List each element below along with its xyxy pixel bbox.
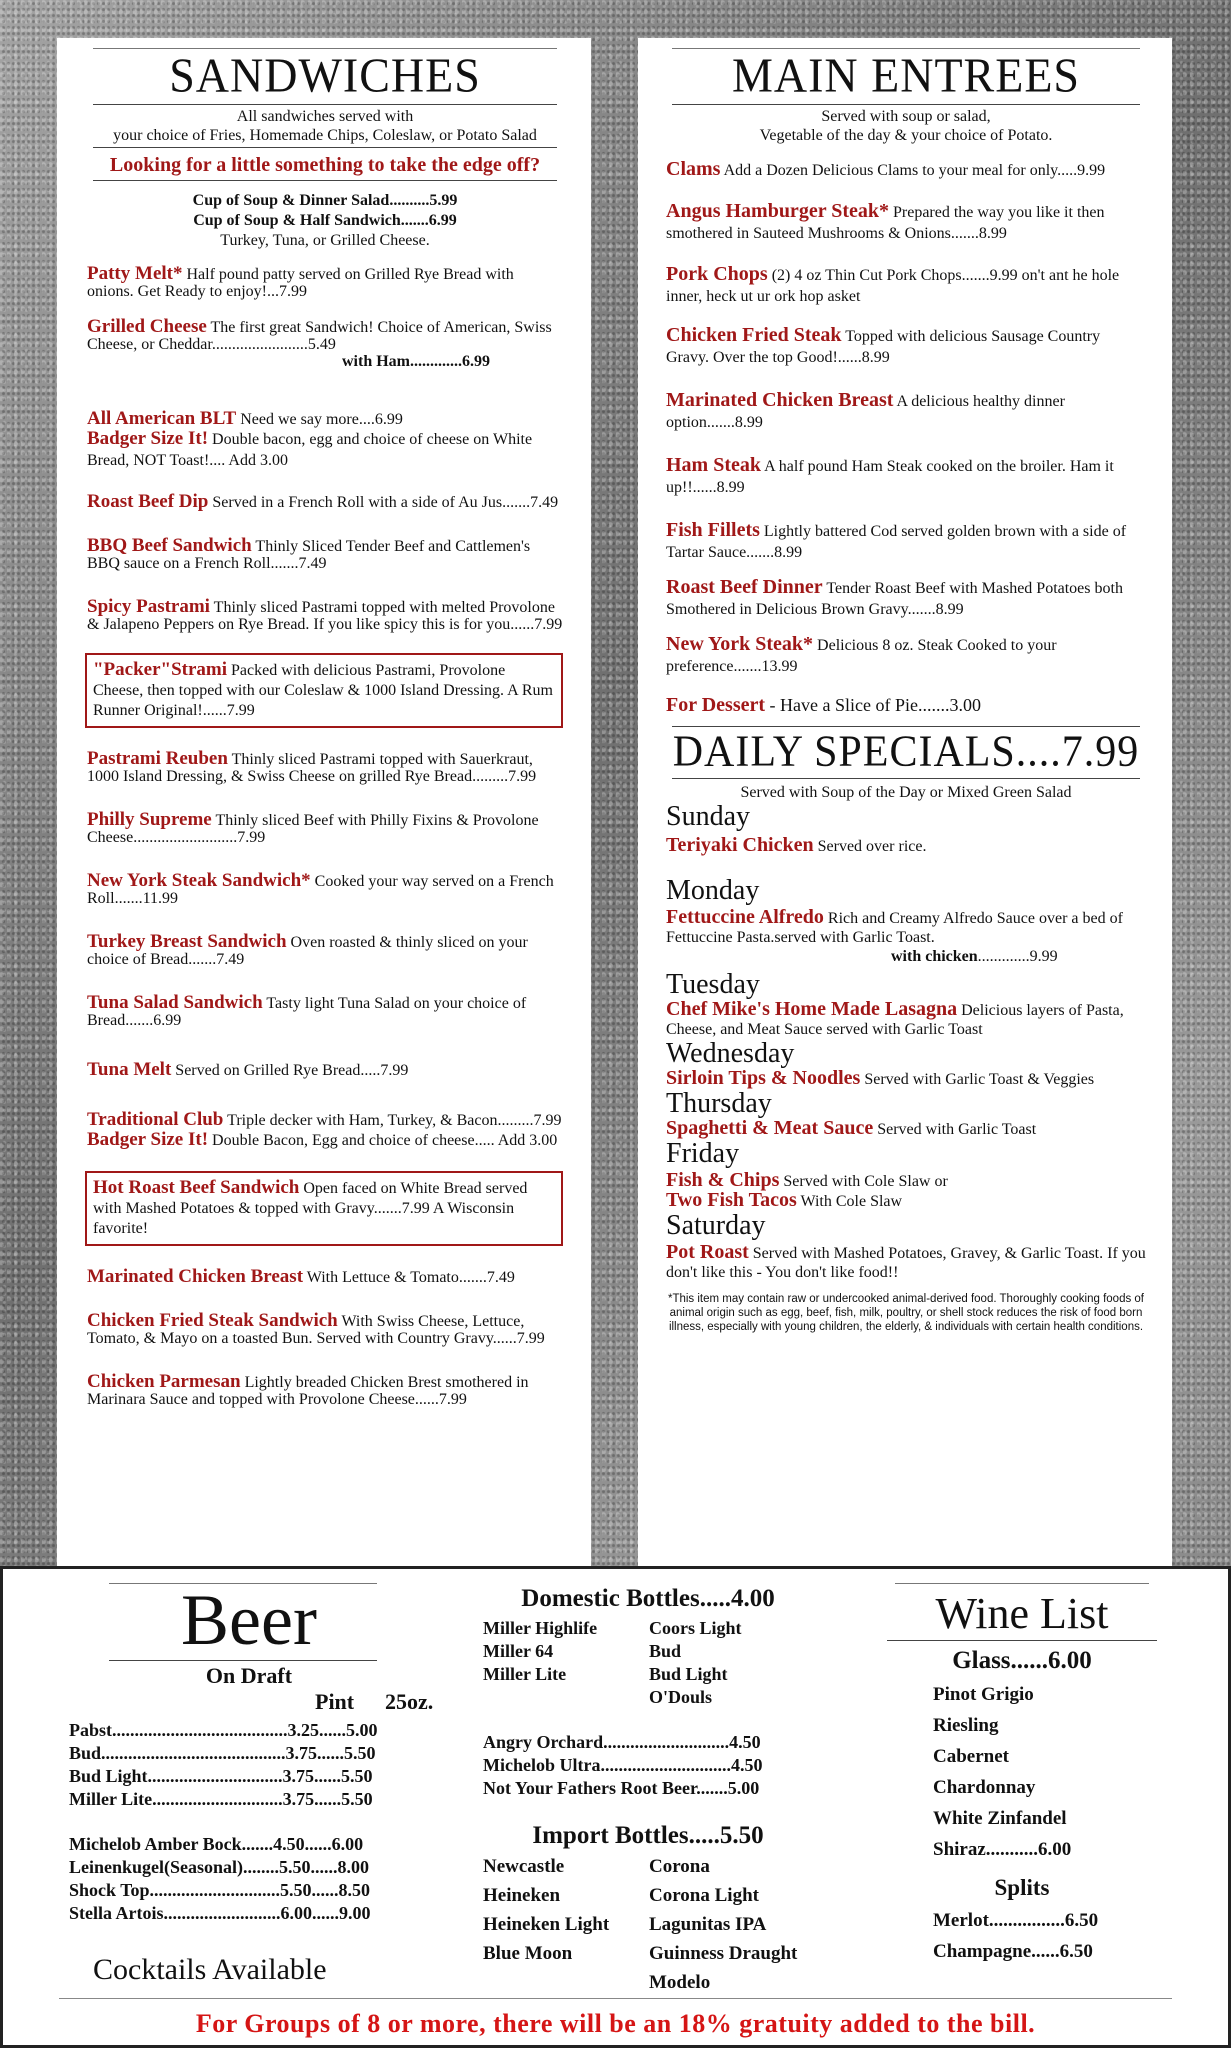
import-bottle: Blue Moon <box>483 1943 573 1964</box>
menu-item: BBQ Beef Sandwich Thinly Sliced Tender Beef and Cattlemen's BBQ sauce on a French Roll.......7.49 <box>87 535 531 572</box>
sandwiches-subtitle-2: your choice of Fries, Homemade Chips, Coleslaw, or Potato Salad <box>113 127 537 144</box>
import-bottle: Corona Light <box>649 1885 759 1906</box>
menu-item: "Packer"Strami Packed with delicious Pastrami, Provolone Cheese, then topped with our Coleslaw & 1000 Island Dressing. A Rum Runner Original!......7.99 <box>93 659 553 719</box>
25oz-column-header: 25oz. <box>385 1689 434 1714</box>
domestic-other: Not Your Fathers Root Beer.......5.00 <box>483 1778 760 1798</box>
beer-section <box>69 1580 434 1987</box>
draft-row: Michelob Amber Bock.......4.50......6.00 <box>69 1834 364 1854</box>
entrees-title: MAIN ENTREES <box>731 48 1081 103</box>
draft-list-1 <box>69 1719 429 1811</box>
import-bottle: Newcastle <box>483 1856 565 1877</box>
specials-subtitle: Served with Soup of the Day or Mixed Green Salad <box>740 784 1072 801</box>
split-item: Champagne......6.50 <box>933 1941 1093 1962</box>
menu-item: Turkey Breast Sandwich Oven roasted & thinly sliced on your choice of Bread.......7.49 <box>87 931 528 968</box>
sandwiches-title: SANDWICHES <box>169 48 481 103</box>
special-item: Pot Roast Served with Mashed Potatoes, Gravey, & Garlic Toast. If you don't like this - You don't like food!! <box>666 1241 1146 1281</box>
entree-item: Pork Chops (2) 4 oz Thin Cut Pork Chops.......9.99 on't ant he hole inner, heck ut ur ork hop asket <box>666 263 1120 305</box>
gratuity-notice: For Groups of 8 or more, there will be an 18% gratuity added to the bill. <box>195 2009 1036 2038</box>
sandwiches-subtitle-1: All sandwiches served with <box>236 108 414 125</box>
menu-item: Spicy Pastrami Thinly sliced Pastrami topped with melted Provolone & Jalapeno Peppers on Rye Bread. If you like spicy this is for you......7.99 <box>87 596 563 633</box>
menu-item: Traditional Club Triple decker with Ham, Turkey, & Bacon.........7.99 <box>87 1109 562 1130</box>
entree-item: Ham Steak A half pound Ham Steak cooked on the broiler. Ham it up!!......8.99 <box>666 454 1114 496</box>
day-heading: Friday <box>666 1138 740 1169</box>
splits-title: Splits <box>994 1875 1050 1900</box>
entrees-subtitle-1: Served with soup or salad, <box>821 108 991 125</box>
special-item: Chef Mike's Home Made Lasagna Delicious layers of Pasta, Cheese, and Meat Sauce served with Garlic Toast <box>666 998 1124 1038</box>
menu-item: All American BLT Need we say more....6.99 <box>87 408 403 429</box>
food-safety-disclaimer: *This item may contain raw or undercooked animal-derived food. Thoroughly cooking foods of animal origin such as egg, beef, fish, milk, poultry, or shell stock reduces the risk of food born illness, especially with young children, the elderly, & individuals with certain health conditions. <box>667 1293 1144 1333</box>
day-heading: Saturday <box>666 1210 766 1241</box>
wine-item: Riesling <box>933 1715 999 1736</box>
menu-item: Philly Supreme Thinly sliced Beef with Philly Fixins & Provolone Cheese..........................7.99 <box>87 809 539 846</box>
beer-title: Beer <box>181 1580 317 1660</box>
menu-item: Chicken Parmesan Lightly breaded Chicken Brest smothered in Marinara Sauce and topped with Provolone Cheese......7.99 <box>87 1371 529 1408</box>
draft-row: Leinenkugel(Seasonal)........5.50......8.00 <box>69 1857 370 1877</box>
soup-combo-2: Cup of Soup & Half Sandwich.......6.99 <box>193 212 457 229</box>
special-extra: with chicken.............9.99 <box>891 948 1058 965</box>
draft-row: Stella Artois..........................6.00......9.00 <box>69 1903 371 1923</box>
domestic-bottle: Coors Light <box>649 1618 742 1638</box>
wine-section <box>887 1583 1157 1967</box>
wine-item: Shiraz...........6.00 <box>933 1839 1072 1860</box>
domestic-bottle: Bud Light <box>649 1664 728 1684</box>
menu-item: Patty Melt* Half pound patty served on Grilled Rye Bread with onions. Get Ready to enjoy!...7.99 <box>87 263 514 300</box>
featured-item-box <box>85 1171 563 1246</box>
draft-row: Bud.........................................3.75......5.50 <box>69 1743 376 1763</box>
import-bottle: Modelo <box>649 1972 711 1993</box>
menu-item: Grilled Cheese The first great Sandwich! Choice of American, Swiss Cheese, or Cheddar........................5.49 <box>87 316 552 353</box>
domestic-bottle: Miller Highlife <box>483 1618 598 1638</box>
wine-glass-price: Glass......6.00 <box>952 1647 1092 1674</box>
import-bottle: Lagunitas IPA <box>649 1914 767 1935</box>
specials-title: DAILY SPECIALS....7.99 <box>672 727 1140 777</box>
draft-list-2 <box>69 1833 429 1925</box>
menu-item: Roast Beef Dip Served in a French Roll with a side of Au Jus.......7.49 <box>87 491 559 512</box>
cocktails-note: Cocktails Available <box>93 1953 327 1986</box>
menu-item: Tuna Salad Sandwich Tasty light Tuna Salad on your choice of Bread.......6.99 <box>87 992 527 1029</box>
menu-item: Pastrami Reuben Thinly sliced Pastrami topped with Sauerkraut, 1000 Island Dressing, & Swiss Cheese on grilled Rye Bread.........7.99 <box>87 748 537 785</box>
entrees-panel <box>638 38 1172 1568</box>
entree-item: Fish Fillets Lightly battered Cod served golden brown with a side of Tartar Sauce.......8.99 <box>666 519 1127 561</box>
special-item: Fish & Chips Served with Cole Slaw or Two Fish Tacos With Cole Slaw <box>666 1169 948 1211</box>
draft-row: Miller Lite.............................3.75......5.50 <box>69 1789 373 1809</box>
beer-subtitle: On Draft <box>205 1663 293 1688</box>
menu-item: Badger Size It! Double Bacon, Egg and choice of cheese..... Add 3.00 <box>87 1129 558 1150</box>
wine-title: Wine List <box>935 1589 1109 1638</box>
draft-row: Shock Top.............................5.50......8.50 <box>69 1880 371 1900</box>
entree-item: Angus Hamburger Steak* Prepared the way you like it then smothered in Sauteed Mushrooms & Onions.......8.99 <box>666 200 1105 242</box>
specials-list <box>666 802 1146 1282</box>
domestic-bottle: O'Douls <box>649 1687 713 1707</box>
domestic-other: Angry Orchard............................4.50 <box>483 1732 761 1752</box>
wine-item: Cabernet <box>933 1746 1009 1767</box>
sandwiches-panel <box>57 38 591 1568</box>
menu-item: Tuna Melt Served on Grilled Rye Bread.....7.99 <box>87 1059 409 1080</box>
special-item: Teriyaki Chicken Served over rice. <box>666 834 927 856</box>
import-bottle: Heineken <box>483 1885 561 1906</box>
menu-item: New York Steak Sandwich* Cooked your way served on a French Roll.......11.99 <box>87 870 554 907</box>
day-heading: Thursday <box>666 1088 772 1119</box>
entree-item: Clams Add a Dozen Delicious Clams to your meal for only.....9.99 <box>666 158 1106 180</box>
drinks-panel <box>0 1566 1231 2048</box>
soup-combo-1: Cup of Soup & Dinner Salad..........5.99 <box>192 192 458 209</box>
import-title: Import Bottles.....5.50 <box>532 1822 764 1849</box>
menu-item-extra: with Ham.............6.99 <box>342 353 490 370</box>
domestic-title: Domestic Bottles.....4.00 <box>521 1585 775 1612</box>
domestic-bottle: Bud <box>649 1641 682 1661</box>
menu-item: Badger Size It! Double bacon, egg and choice of cheese on White Bread, NOT Toast!.... Add 3.00 <box>87 428 533 469</box>
sandwiches-tagline: Looking for a little something to take the edge off? <box>109 154 541 176</box>
domestic-bottle: Miller 64 <box>483 1641 554 1661</box>
wine-item: White Zinfandel <box>933 1808 1067 1829</box>
day-heading: Tuesday <box>666 969 760 1000</box>
featured-item-box <box>85 653 563 728</box>
entree-item: Roast Beef Dinner Tender Roast Beef with Mashed Potatoes both Smothered in Delicious Brown Gravy.......8.99 <box>666 576 1123 618</box>
menu-item: Marinated Chicken Breast With Lettuce & Tomato.......7.49 <box>87 1266 515 1287</box>
soup-combo-options: Turkey, Tuna, or Grilled Cheese. <box>220 232 430 249</box>
menu-item: Chicken Fried Steak Sandwich With Swiss Cheese, Lettuce, Tomato, & Mayo on a toasted Bun. Served with Country Gravy......7.99 <box>87 1310 545 1347</box>
import-bottle: Corona <box>649 1856 710 1877</box>
day-heading: Sunday <box>666 801 750 832</box>
wine-item: Chardonnay <box>933 1777 1036 1798</box>
day-heading: Wednesday <box>666 1038 795 1069</box>
special-item: Fettuccine Alfredo Rich and Creamy Alfredo Sauce over a bed of Fettuccine Pasta.served with Garlic Toast. <box>666 906 1123 946</box>
pint-column-header: Pint <box>315 1689 355 1714</box>
entree-item: New York Steak* Delicious 8 oz. Steak Cooked to your preference.......13.99 <box>666 633 1057 675</box>
split-item: Merlot................6.50 <box>933 1910 1099 1931</box>
import-bottle: Guinness Draught <box>649 1943 798 1964</box>
dessert-item: For Dessert - Have a Slice of Pie.......3.00 <box>666 694 981 716</box>
wine-item: Pinot Grigio <box>933 1684 1034 1705</box>
draft-row: Pabst.......................................3.25......5.00 <box>69 1720 378 1740</box>
menu-item: Hot Roast Beef Sandwich Open faced on White Bread served with Mashed Potatoes & topped with Gravy.......7.99 A Wisconsin favorite! <box>93 1177 528 1237</box>
domestic-other: Michelob Ultra.............................4.50 <box>483 1755 763 1775</box>
domestic-bottle: Miller Lite <box>483 1664 567 1684</box>
day-heading: Monday <box>666 875 760 906</box>
entree-item: Chicken Fried Steak Topped with delicious Sausage Country Gravy. Over the top Good!......8.99 <box>666 324 1101 366</box>
entrees-subtitle-2: Vegetable of the day & your choice of Potato. <box>759 127 1053 144</box>
special-item: Spaghetti & Meat Sauce Served with Garlic Toast <box>666 1117 1037 1139</box>
entree-item: Marinated Chicken Breast A delicious healthy dinner option.......8.99 <box>666 389 1065 431</box>
import-bottle: Heineken Light <box>483 1914 610 1935</box>
bottles-section <box>483 1585 843 1997</box>
draft-row: Bud Light..............................3.75......5.50 <box>69 1766 373 1786</box>
special-item: Sirloin Tips & Noodles Served with Garlic Toast & Veggies <box>666 1067 1095 1089</box>
